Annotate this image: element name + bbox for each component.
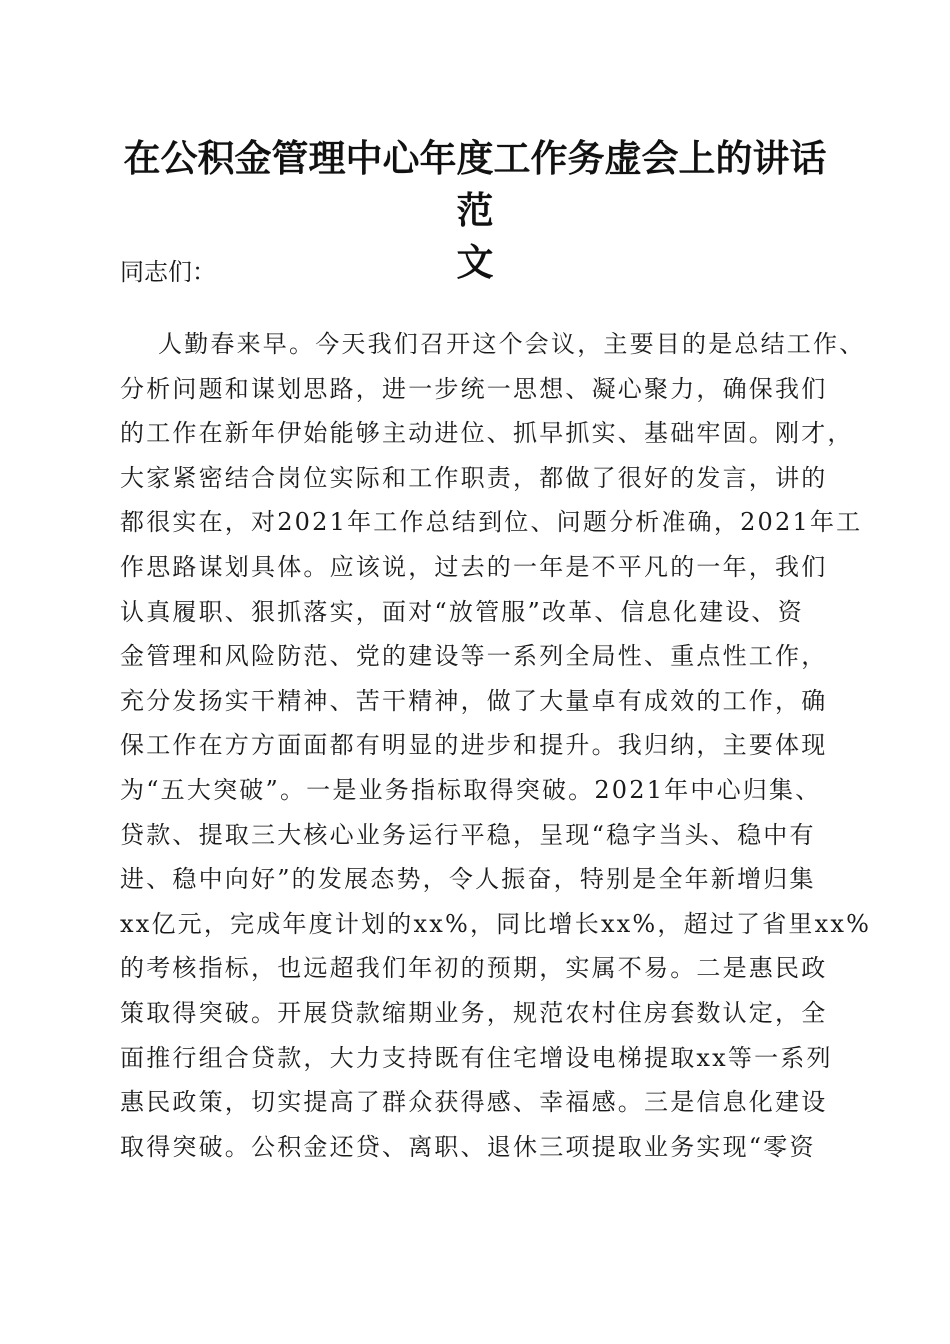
body-line: 的考核指标，也远超我们年初的预期，实属不易。二是惠民政 — [120, 954, 828, 983]
body-line: 大家紧密结合岗位实际和工作职责，都做了很好的发言，讲的 — [120, 463, 828, 492]
body-line: 认真履职、狠抓落实，面对“放管服”改革、信息化建设、资 — [120, 597, 804, 626]
body-line: 金管理和风险防范、党的建设等一系列全局性、重点性工作， — [120, 642, 828, 671]
body-line: 贷款、提取三大核心业务运行平稳，呈现“稳字当头、稳中有 — [120, 820, 816, 849]
speech-body — [120, 322, 872, 1169]
body-line: 的工作在新年伊始能够主动进位、抓早抓实、基础牢固。刚才， — [120, 419, 854, 448]
body-line: 惠民政策，切实提高了群众获得感、幸福感。三是信息化建设 — [120, 1088, 828, 1117]
title-line-2: 文 — [456, 240, 494, 284]
body-line: 人勤春来早。今天我们召开这个会议，主要目的是总结工作、 — [158, 330, 866, 358]
title-line-1: 在公积金管理中心年度工作务虚会上的讲话范 — [123, 136, 827, 232]
body-line: 分析问题和谋划思路，进一步统一思想、凝心聚力，确保我们 — [120, 374, 828, 403]
body-line: 取得突破。公积金还贷、离职、退休三项提取业务实现“零资 — [120, 1132, 816, 1161]
body-line: 策取得突破。开展贷款缩期业务，规范农村住房套数认定，全 — [120, 998, 828, 1027]
body-line: xx亿元，完成年度计划的xx%，同比增长xx%，超过了省里xx% — [120, 909, 872, 938]
body-line: 为“五大突破”。一是业务指标取得突破。2021年中心归集、 — [120, 775, 822, 804]
body-line: 充分发扬实干精神、苦干精神，做了大量卓有成效的工作，确 — [120, 686, 828, 715]
body-line: 都很实在，对2021年工作总结到位、问题分析准确，2021年工 — [120, 508, 863, 537]
salutation: 同志们： — [120, 258, 216, 286]
body-line: 进、稳中向好”的发展态势，令人振奋，特别是全年新增归集 — [120, 865, 816, 894]
body-line: 作思路谋划具体。应该说，过去的一年是不平凡的一年，我们 — [120, 552, 828, 581]
body-line: 面推行组合贷款，大力支持既有住宅增设电梯提取xx等一系列 — [120, 1043, 833, 1072]
body-line: 保工作在方方面面都有明显的进步和提升。我归纳，主要体现 — [120, 731, 828, 760]
